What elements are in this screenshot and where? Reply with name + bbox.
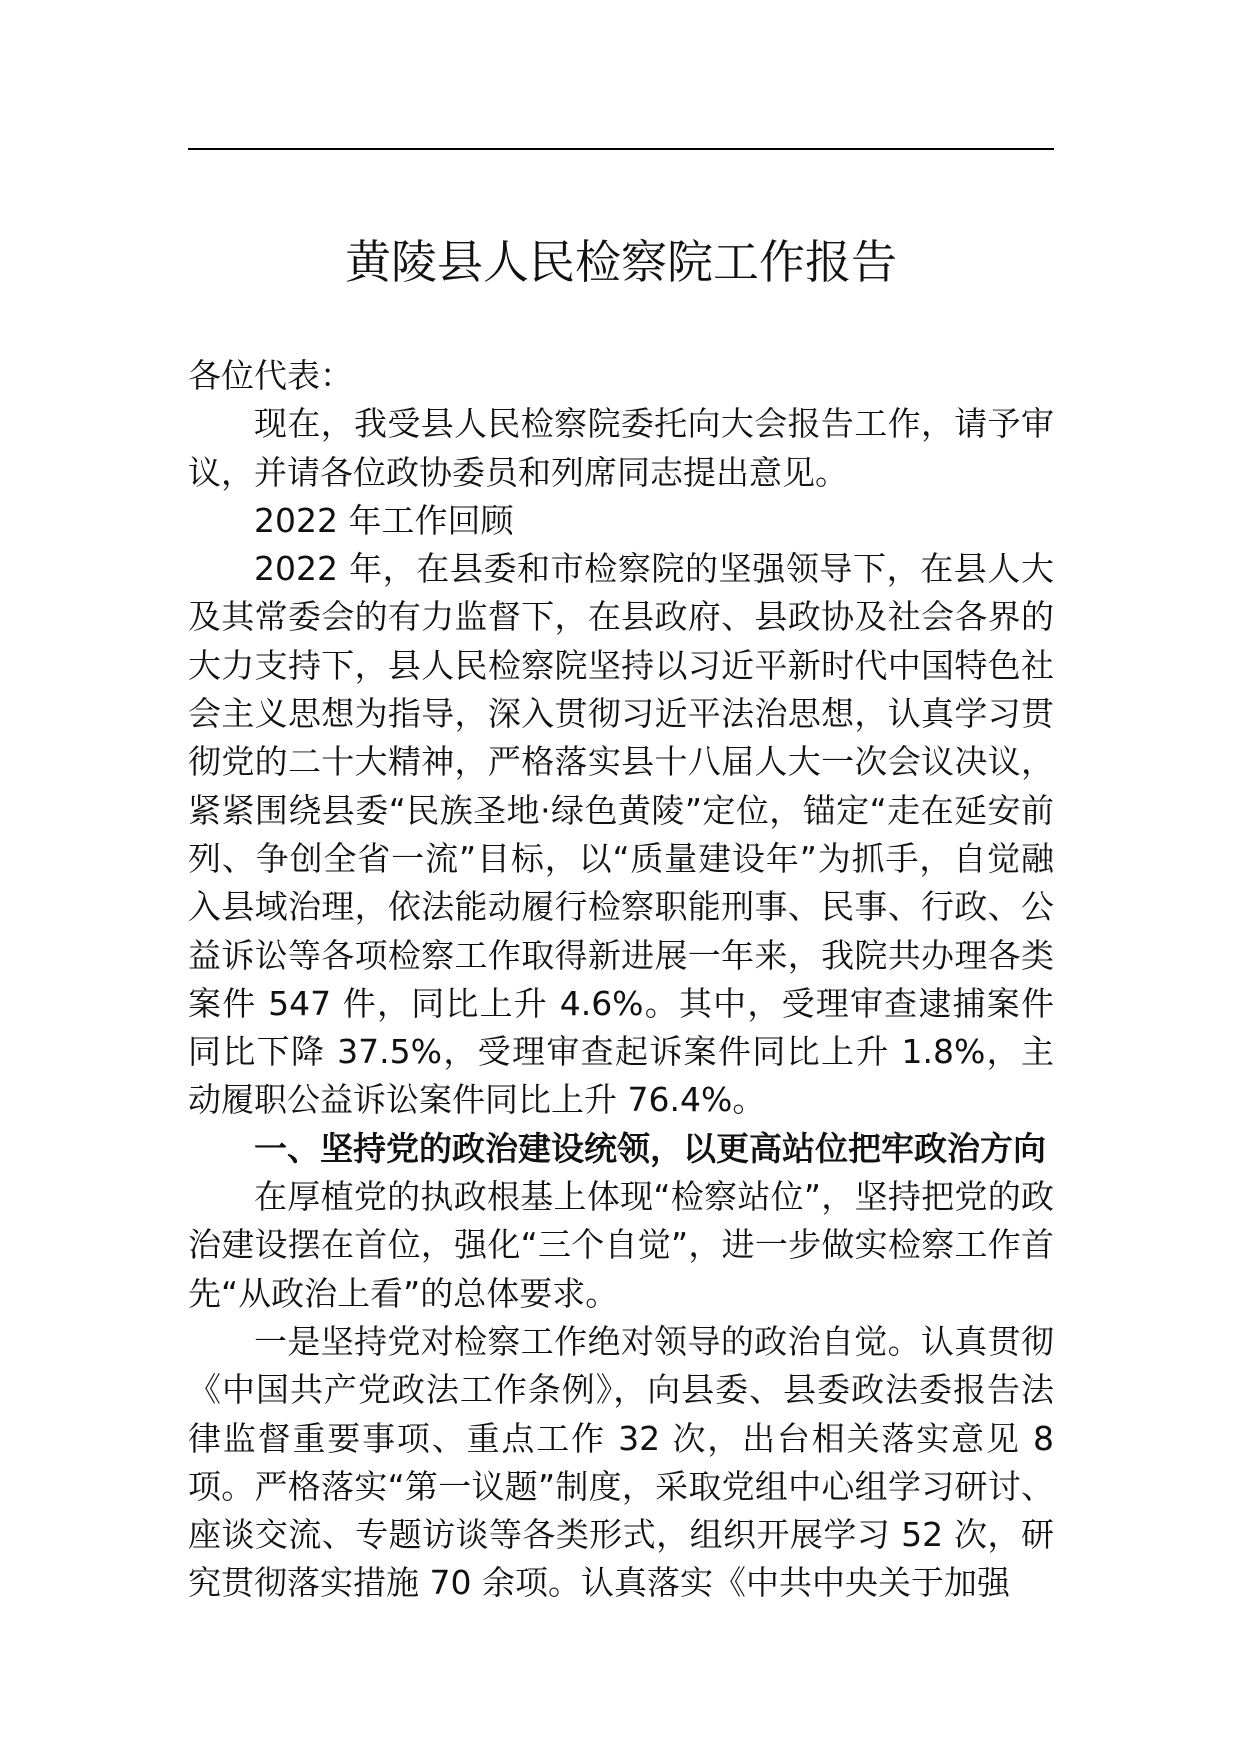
salutation: 各位代表： bbox=[188, 356, 353, 395]
section-heading-review: 2022 年工作回顾 bbox=[254, 500, 514, 540]
header-rule bbox=[188, 148, 1054, 150]
paragraph-overview: 2022 年，在县委和市检察院的坚强领导下，在县人大及其常委会的有力监督下，在县政府、县政协及社会各界的大力支持下，县人民检察院坚持以习近平新时代中国特色社会主义思想为指导，深入贯彻习近平法治思想，认真学习贯彻党的二十大精神，严格落实县十八届人大一次会议决议，紧紧围绕县委“民族圣地·绿色黄陵”定位，锚定“走在延安前列、争创全省一流”目标，以“质量建设年”为抓手，自觉融入县域治理，依法能动履行检察职能刑事、民事、行政、公益诉讼等各项检察工作取得新进展一年来，我院共办理各类案件 547 件，同比上升 4.6%。其中，受理审查逮捕案件同比下降 37.5%，受理审查起诉案件同比上升 1.8%，主动履职公益诉讼案件同比上升 76.4%。 bbox=[188, 549, 1054, 1120]
paragraph-politics-intro: 在厚植党的执政根基上体现“检察站位”，坚持把党的政治建设摆在首位，强化“三个自觉”，进一步做实检察工作首先“从政治上看”的总体要求。 bbox=[188, 1177, 1054, 1313]
document-title: 黄陵县人民检察院工作报告 bbox=[345, 235, 897, 289]
section-heading-politics: 一、坚持党的政治建设统领，以更高站位把牢政治方向 bbox=[254, 1128, 1046, 1168]
document-body bbox=[188, 352, 1054, 1608]
paragraph-point-one: 一是坚持党对检察工作绝对领导的政治自觉。认真贯彻《中国共产党政法工作条例》，向县委、县委政法委报告法律监督重要事项、重点工作 32 次，出台相关落实意见 8 项。严格落实“第一议题”制度，采取党组中心组学习研讨、座谈交流、专题访谈等各类形式，组织开展学习 52 次，研究贯彻落实措施 70 余项。认真落实《中共中央关于加强 bbox=[188, 1321, 1054, 1603]
paragraph-intro: 现在，我受县人民检察院委托向大会报告工作，请予审议，并请各位政协委员和列席同志提出意见。 bbox=[188, 404, 1054, 492]
